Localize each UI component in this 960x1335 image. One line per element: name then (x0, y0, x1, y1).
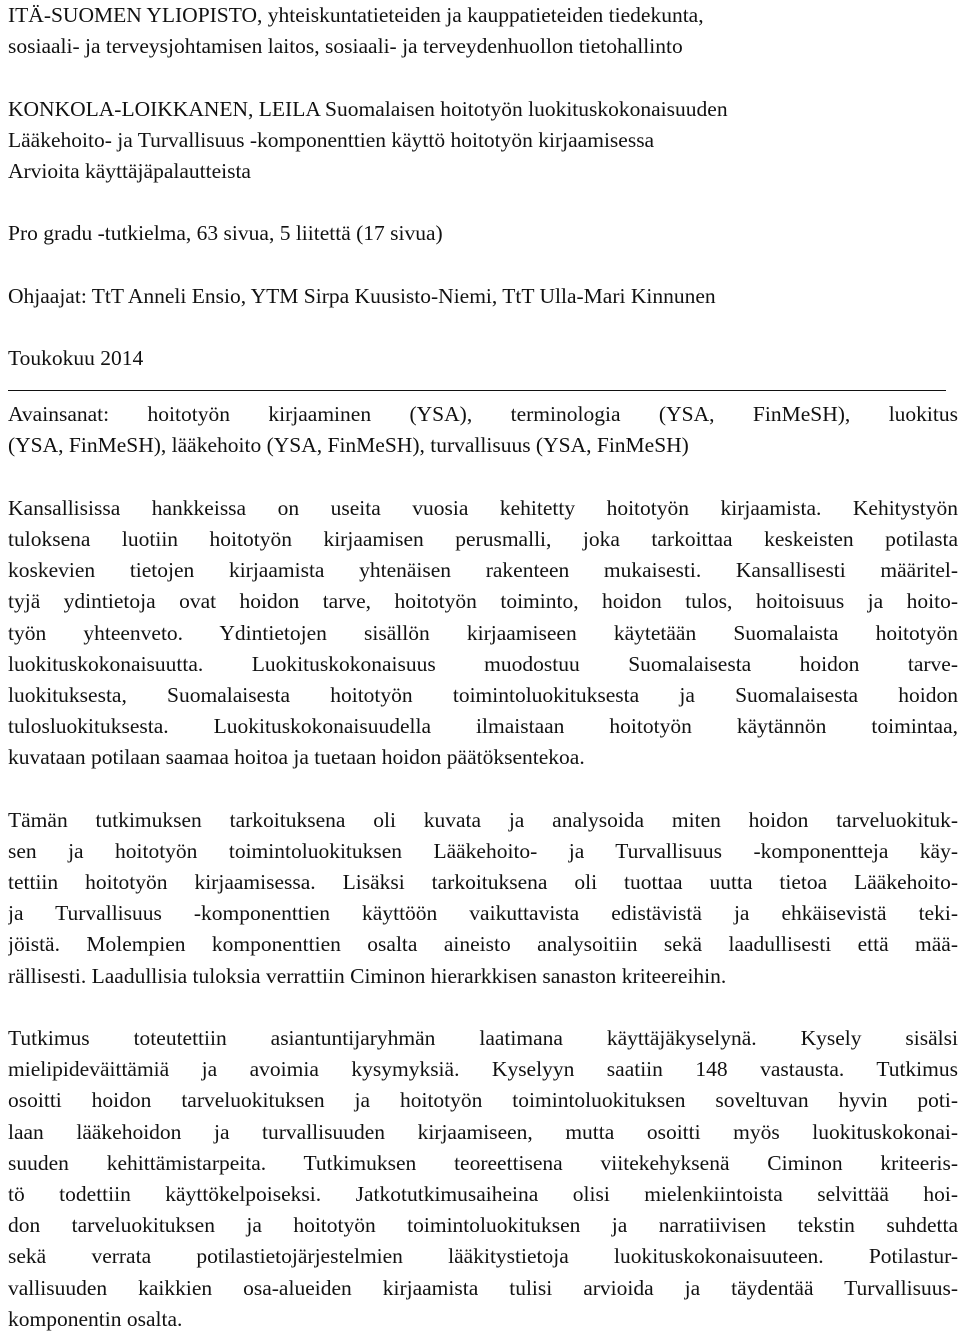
author-title-line: Arvioita käyttäjäpalautteista (8, 158, 251, 183)
paragraph-line: laan lääkehoidon ja turvallisuuden kirjaamiseen, mutta osoitti myös luokituskokonai- (8, 1119, 958, 1144)
paragraph-line: mielipideväittämiä ja avoimia kysymyksiä. Kyselyyn saatiin 148 vastausta. Tutkimus (8, 1057, 958, 1082)
date: Toukokuu 2014 (8, 346, 144, 371)
supervisors: Ohjaajat: TtT Anneli Ensio, YTM Sirpa Kuusisto-Niemi, TtT Ulla-Mari Kinnunen (8, 283, 716, 308)
paragraph-line: luokituskokonaisuutta. Luokituskokonaisuus muodostuu Suomalaisesta hoidon tarve- (8, 651, 958, 676)
paragraph-line: tettiin hoitotyön kirjaamisessa. Lisäksi tarkoituksena oli tuottaa uutta tietoa Lääkehoito- (8, 870, 958, 895)
paragraph-line: don tarveluokituksen ja hoitotyön toimintoluokituksen ja narratiivisen tekstin suhdetta (8, 1213, 958, 1238)
author-title-line: Lääkehoito- ja Turvallisuus -komponenttien käyttö hoitotyön kirjaamisessa (8, 127, 655, 152)
institution-line: ITÄ-SUOMEN YLIOPISTO, yhteiskuntatieteiden ja kauppatieteiden tiedekunta, (8, 3, 704, 27)
paragraph-line: Tämän tutkimuksen tarkoituksena oli kuvata ja analysoida miten hoidon tarveluokituk- (8, 807, 958, 832)
paragraph-line: koskevien tietojen kirjaamista yhtenäisen rakenteen mukaisesti. Kansallisesti määritel- (8, 558, 958, 583)
paragraph-line: sekä verrata potilastietojärjestelmien lääkitystietoja luokituskokonaisuuteen. Potilastur- (8, 1244, 958, 1269)
paragraph-line: luokituksesta, Suomalaisesta hoitotyön toimintoluokituksesta ja Suomalaisesta hoidon (8, 682, 958, 707)
paragraph-line: Tutkimus toteutettiin asiantuntijaryhmän laatimana käyttäjäkyselynä. Kysely sisälsi (8, 1026, 958, 1050)
keywords-line: (YSA, FinMeSH), lääkehoito (YSA, FinMeSH), turvallisuus (YSA, FinMeSH) (8, 433, 689, 458)
paragraph-line: kuvataan potilaan saamaa hoitoa ja tuetaan hoidon päätöksentekoa. (8, 745, 585, 770)
author-title-line: KONKOLA-LOIKKANEN, LEILA Suomalaisen hoitotyön luokituskokonaisuuden (8, 96, 728, 121)
abstract-paragraph-2 (8, 805, 958, 992)
paragraph-line: työn yhteenveto. Ydintietojen sisällön kirjaamiseen käytetään Suomalaista hoitotyön (8, 620, 958, 645)
paragraph-line: rällisesti. Laadullisia tuloksia verrattiin Ciminon hierarkkisen sanaston kriteereihin. (8, 963, 727, 988)
paragraph-line: tuloksena luotiin hoitotyön kirjaamisen perusmalli, joka tarkoittaa keskeisten potilasta (8, 527, 958, 551)
keywords-block (8, 399, 958, 461)
paragraph-line: vallisuuden kaikkien osa-alueiden kirjaamista tulisi arvioida ja täydentää Turvallisuus- (8, 1275, 958, 1300)
paragraph-line: jöistä. Molempien komponenttien osalta aineisto analysoitiin sekä laadullisesti että mää- (8, 932, 958, 957)
paragraph-line: osoitti hoidon tarveluokituksen ja hoitotyön toimintoluokituksen soveltuvan hyvin poti- (8, 1088, 958, 1113)
abstract-page (8, 0, 958, 1335)
abstract-paragraph-3 (8, 1023, 958, 1335)
paragraph-line: sen ja hoitotyön toimintoluokituksen Lääkehoito- ja Turvallisuus -komponentteja käy- (8, 838, 958, 863)
institution-block (8, 0, 958, 62)
paragraph-line: Kansallisissa hankkeissa on useita vuosia kehitetty hoitotyön kirjaamista. Kehitystyön (8, 495, 958, 520)
institution-line: sosiaali- ja terveysjohtamisen laitos, sosiaali- ja terveydenhuollon tietohallinto (8, 34, 683, 59)
paragraph-line: tulosluokituksesta. Luokituskokonaisuudella ilmaistaan hoitotyön käytännön toimintaa, (8, 714, 958, 739)
paragraph-line: tö todettiin käyttökelpoiseksi. Jatkotutkimusaiheina olisi mielenkiintoista selvittää hoi- (8, 1181, 958, 1206)
abstract-paragraph-1 (8, 493, 958, 774)
paragraph-line: tyjä ydintietoja ovat hoidon tarve, hoitotyön toiminto, hoidon tulos, hoitoisuus ja hoito- (8, 589, 958, 614)
paragraph-line: suuden kehittämistarpeita. Tutkimuksen teoreettisena viitekehyksenä Ciminon kriteeris- (8, 1150, 958, 1175)
divider-line (8, 390, 946, 391)
author-title-block (8, 94, 958, 188)
paragraph-line: komponentin osalta. (8, 1306, 183, 1331)
keywords-line: Avainsanat: hoitotyön kirjaaminen (YSA), terminologia (YSA, FinMeSH), luokitus (8, 402, 958, 427)
paragraph-line: ja Turvallisuus -komponenttien käyttöön vaikuttavista edistävistä ja ehkäisevistä teki- (8, 901, 958, 926)
thesis-info: Pro gradu -tutkielma, 63 sivua, 5 liitettä (17 sivua) (8, 221, 443, 246)
